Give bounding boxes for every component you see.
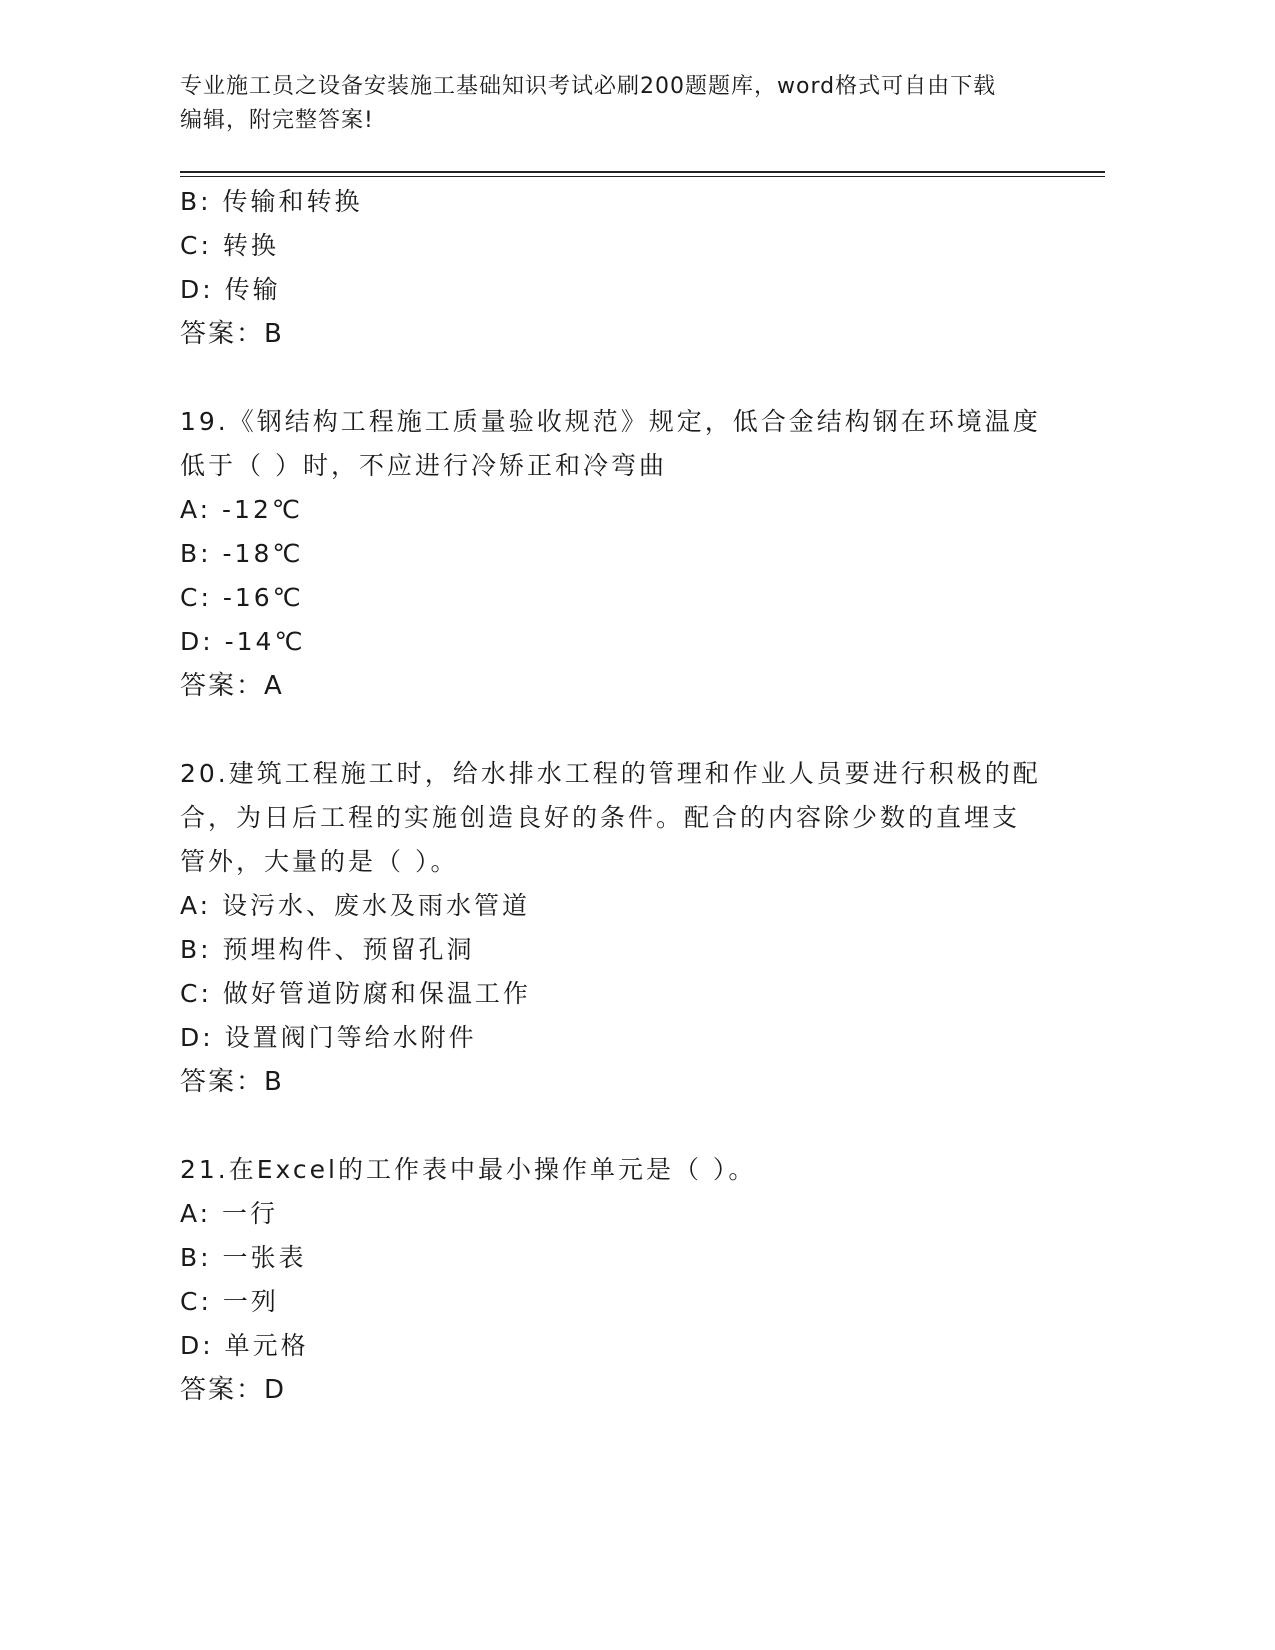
- answer-line: 答案：B: [180, 319, 284, 349]
- question-fragment: [180, 180, 1040, 356]
- option-c: C: -16℃: [180, 583, 304, 612]
- question-19: [180, 400, 1040, 708]
- option-a: A: 一行: [180, 1199, 279, 1228]
- document-header: [180, 70, 1040, 138]
- option-b: B: 传输和转换: [180, 187, 363, 216]
- question-text-line: 管外，大量的是（ ）。: [180, 847, 459, 876]
- option-b: B: 预埋构件、预留孔洞: [180, 935, 475, 964]
- question-text-line: 21.在Excel的工作表中最小操作单元是（ ）。: [180, 1155, 757, 1184]
- answer-line: 答案：B: [180, 1067, 284, 1097]
- answer-line: 答案：D: [180, 1375, 287, 1405]
- question-21: [180, 1148, 1040, 1412]
- option-a: A: 设污水、废水及雨水管道: [180, 891, 531, 920]
- document-body: [180, 180, 1040, 1412]
- header-rule-thick: [180, 171, 1105, 173]
- option-d: D: 设置阀门等给水附件: [180, 1023, 477, 1052]
- option-b: B: 一张表: [180, 1243, 307, 1272]
- header-line-1: 专业施工员之设备安装施工基础知识考试必刷200题题库，word格式可自由下载: [180, 74, 997, 99]
- option-c: C: 转换: [180, 231, 279, 260]
- question-text-line: 低于（ ）时，不应进行冷矫正和冷弯曲: [180, 451, 667, 480]
- question-text-line: 20.建筑工程施工时，给水排水工程的管理和作业人员要进行积极的配: [180, 759, 1041, 788]
- option-d: D: 单元格: [180, 1331, 309, 1360]
- header-line-2: 编辑，附完整答案!: [180, 108, 374, 133]
- question-text-line: 19.《钢结构工程施工质量验收规范》规定，低合金结构钢在环境温度: [180, 407, 1041, 436]
- option-c: C: 做好管道防腐和保温工作: [180, 979, 531, 1008]
- question-text-line: 合，为日后工程的实施创造良好的条件。配合的内容除少数的直埋支: [180, 803, 1021, 832]
- question-20: [180, 752, 1040, 1104]
- option-c: C: 一列: [180, 1287, 279, 1316]
- answer-line: 答案：A: [180, 671, 284, 701]
- option-b: B: -18℃: [180, 539, 304, 568]
- option-d: D: 传输: [180, 275, 281, 304]
- header-rule-thin: [180, 176, 1105, 177]
- option-d: D: -14℃: [180, 627, 306, 656]
- option-a: A: -12℃: [180, 495, 303, 524]
